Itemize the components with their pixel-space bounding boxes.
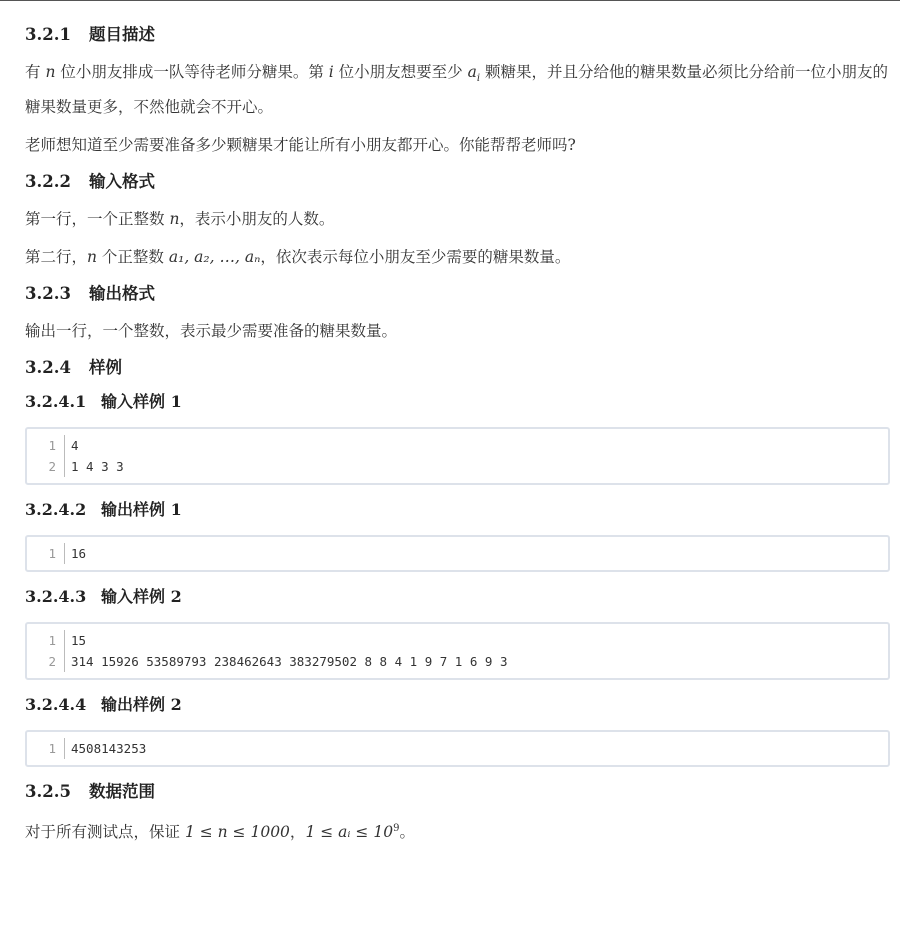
code-line [27, 738, 888, 759]
line-number: 1 [27, 630, 65, 651]
code-text: 15 [71, 633, 87, 649]
section-heading-description: 3.2.1 题目描述 [25, 25, 155, 44]
code-line [27, 543, 888, 564]
section-heading-examples: 3.2.4 样例 [25, 358, 122, 378]
code-line [27, 456, 888, 477]
code-block-output-2[interactable] [25, 730, 890, 767]
code-text: 4508143253 [71, 741, 147, 757]
code-line [27, 651, 888, 672]
line-number: 2 [27, 456, 65, 477]
input-paragraph-1: 第一行，一个正整数 n，表示小朋友的人数。 [25, 210, 335, 229]
code-block-input-1[interactable] [25, 427, 890, 485]
line-number: 1 [27, 435, 65, 456]
description-paragraph-2: 老师想知道至少需要准备多少颗糖果才能让所有小朋友都开心。你能帮帮老师吗? [25, 136, 576, 155]
line-number: 1 [27, 543, 65, 564]
document-body [25, 14, 890, 856]
code-text: 314 15926 53589793 238462643 383279502 8 8 4 1 9 7 1 6 9 3 [71, 654, 508, 670]
code-line [27, 435, 888, 456]
input-paragraph-2: 第二行，n 个正整数 a₁, a₂, …, aₙ，依次表示每位小朋友至少需要的糖果数量。 [25, 248, 571, 267]
top-border [0, 0, 900, 1]
description-paragraph-1: 有 n 位小朋友排成一队等待老师分糖果。第 i 位小朋友想要至少 $a_i$ 颗糖果，并且分给他的糖果数量必须比分给前一位小朋友的糖果数量更多，不然他就会不开心。 [25, 63, 888, 117]
line-number: 1 [27, 738, 65, 759]
section-heading-data-range: 3.2.5 数据范围 [25, 782, 155, 802]
code-text: 1 4 3 3 [71, 459, 124, 475]
code-text: 4 [71, 438, 79, 454]
section-heading-input-format: 3.2.2 输入格式 [25, 172, 155, 192]
sample-heading-output-1: 3.2.4.2 输出样例 1 [25, 500, 182, 520]
line-number: 2 [27, 651, 65, 672]
code-block-output-1[interactable] [25, 535, 890, 572]
range-paragraph: 对于所有测试点，保证 1 ≤ n ≤ 1000，1 ≤ aᵢ ≤ $10^9$。 [25, 823, 415, 842]
code-text: 16 [71, 546, 87, 562]
sample-heading-output-2: 3.2.4.4 输出样例 2 [25, 695, 182, 715]
sample-heading-input-2: 3.2.4.3 输入样例 2 [25, 587, 182, 607]
section-heading-output-format: 3.2.3 输出格式 [25, 284, 155, 304]
code-line [27, 630, 888, 651]
code-block-input-2[interactable] [25, 622, 890, 680]
output-paragraph: 输出一行，一个整数，表示最少需要准备的糖果数量。 [25, 322, 398, 341]
sample-heading-input-1: 3.2.4.1 输入样例 1 [25, 392, 182, 412]
